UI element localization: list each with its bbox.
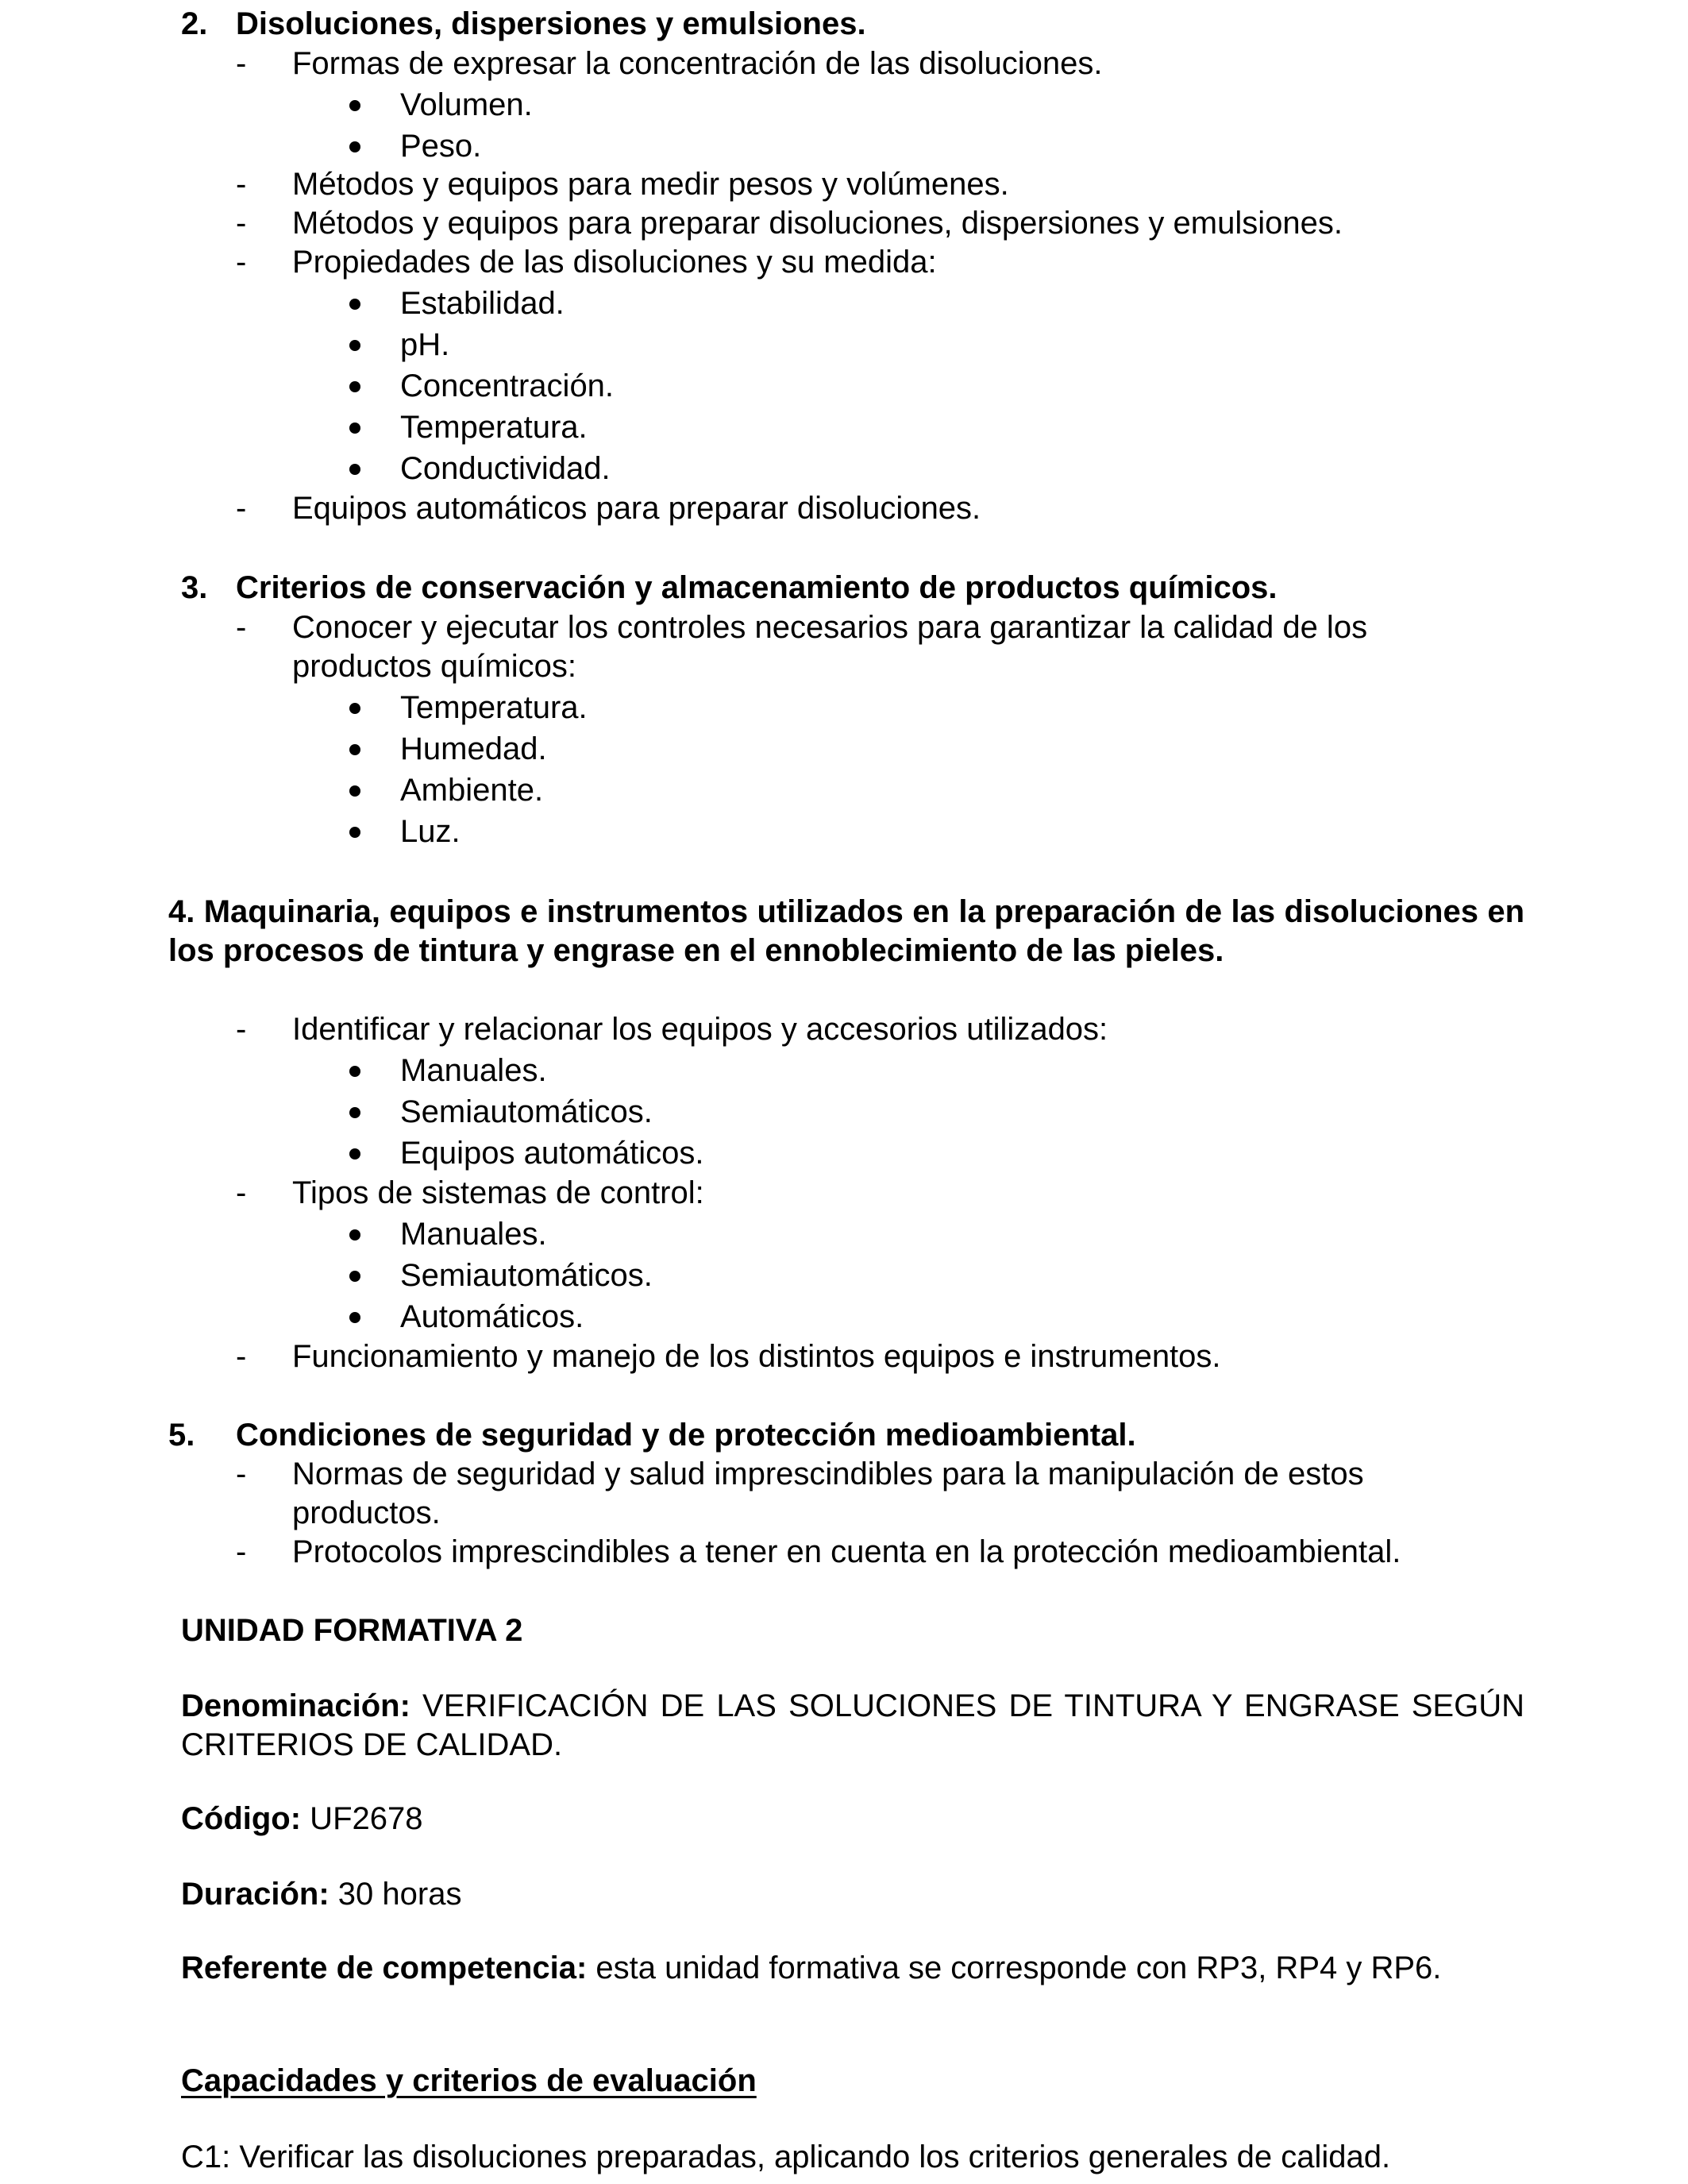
list-item: Equipos automáticos para preparar disoluciones. xyxy=(292,491,981,526)
list-item: Tipos de sistemas de control: xyxy=(292,1175,704,1210)
denominacion-value: VERIFICACIÓN DE LAS SOLUCIONES DE TINTURA Y ENGRASE SEGÚN CRITERIOS DE CALIDAD. xyxy=(181,1688,1524,1762)
list-item: Humedad. xyxy=(400,731,547,766)
bullet-icon xyxy=(349,785,360,797)
criterio-c1: C1: Verificar las disoluciones preparadas, aplicando los criterios generales de calidad. xyxy=(181,2140,1391,2174)
codigo-label: Código: xyxy=(181,1801,302,1836)
section-3-number: 3. xyxy=(181,570,208,605)
list-item: Luz. xyxy=(400,814,461,849)
list-item: pH. xyxy=(400,327,450,362)
list-item: Equipos automáticos. xyxy=(400,1136,704,1171)
duracion-label: Duración: xyxy=(181,1877,330,1912)
list-item: Concentración. xyxy=(400,369,615,403)
list-item: Normas de seguridad y salud imprescindibles para la manipulación de estos xyxy=(292,1457,1364,1491)
list-item: Manuales. xyxy=(400,1053,547,1088)
bullet-icon xyxy=(349,1271,360,1282)
bullet-icon xyxy=(349,1229,360,1241)
list-item: Temperatura. xyxy=(400,410,588,445)
list-item: Manuales. xyxy=(400,1217,547,1252)
referente-value: esta unidad formativa se corresponde con RP3, RP4 y RP6. xyxy=(587,1951,1442,1985)
bullet-icon xyxy=(349,1312,360,1323)
list-item: Protocolos imprescindibles a tener en cuenta en la protección medioambiental. xyxy=(292,1534,1401,1569)
list-item: Semiautomáticos. xyxy=(400,1094,653,1129)
capacidades-heading: Capacidades y criterios de evaluación xyxy=(181,2063,757,2098)
list-item: Ambiente. xyxy=(400,773,544,808)
list-item: Métodos y equipos para medir pesos y volúmenes. xyxy=(292,167,1009,202)
bullet-icon xyxy=(349,744,360,755)
referente xyxy=(181,1949,1524,1988)
list-item: Formas de expresar la concentración de las disoluciones. xyxy=(292,46,1103,81)
bullet-icon xyxy=(349,299,360,310)
unit-heading: UNIDAD FORMATIVA 2 xyxy=(181,1613,523,1648)
list-item: Automáticos. xyxy=(400,1299,584,1334)
list-item-continuation: productos. xyxy=(292,1495,441,1530)
list-item: Temperatura. xyxy=(400,690,588,725)
section-3-title: Criterios de conservación y almacenamiento de productos químicos. xyxy=(236,570,1278,605)
list-item: Identificar y relacionar los equipos y accesorios utilizados: xyxy=(292,1012,1108,1047)
list-item: Propiedades de las disoluciones y su medida: xyxy=(292,245,937,280)
bullet-icon xyxy=(349,423,360,434)
codigo-value: UF2678 xyxy=(301,1801,423,1836)
list-item: Conocer y ejecutar los controles necesarios para garantizar la calidad de los xyxy=(292,610,1368,645)
duracion-value: 30 horas xyxy=(329,1877,462,1912)
bullet-icon xyxy=(349,141,360,152)
list-item: Estabilidad. xyxy=(400,286,565,321)
denominacion-label: Denominación: xyxy=(181,1688,410,1723)
list-item: Volumen. xyxy=(400,87,533,122)
denominacion xyxy=(181,1687,1524,1765)
list-item: Semiautomáticos. xyxy=(400,1258,653,1293)
list-item: Funcionamiento y manejo de los distintos equipos e instrumentos. xyxy=(292,1339,1221,1374)
list-item: Conductividad. xyxy=(400,451,611,486)
bullet-icon xyxy=(349,1148,360,1160)
list-item: Métodos y equipos para preparar disoluciones, dispersiones y emulsiones. xyxy=(292,206,1343,241)
bullet-icon xyxy=(349,100,360,111)
list-item-continuation: productos químicos: xyxy=(292,649,576,684)
bullet-icon xyxy=(349,381,360,392)
bullet-icon xyxy=(349,703,360,714)
bullet-icon xyxy=(349,1107,360,1118)
bullet-icon xyxy=(349,827,360,838)
bullet-icon xyxy=(349,340,360,351)
section-5-title: Condiciones de seguridad y de protección medioambiental. xyxy=(236,1418,1136,1453)
list-item: Peso. xyxy=(400,129,482,164)
section-5-number: 5. xyxy=(168,1418,195,1453)
section-2-title: Disoluciones, dispersiones y emulsiones. xyxy=(236,6,866,41)
bullet-icon xyxy=(349,464,360,475)
bullet-icon xyxy=(349,1066,360,1077)
referente-label: Referente de competencia: xyxy=(181,1951,588,1985)
duracion xyxy=(181,1875,1524,1913)
section-2-number: 2. xyxy=(181,6,208,41)
codigo xyxy=(181,1800,1524,1838)
section-4-title: 4. Maquinaria, equipos e instrumentos utilizados en la preparación de las disoluciones en los procesos de tintura y engrase en el ennoblecimiento de las pieles. xyxy=(168,894,1524,968)
